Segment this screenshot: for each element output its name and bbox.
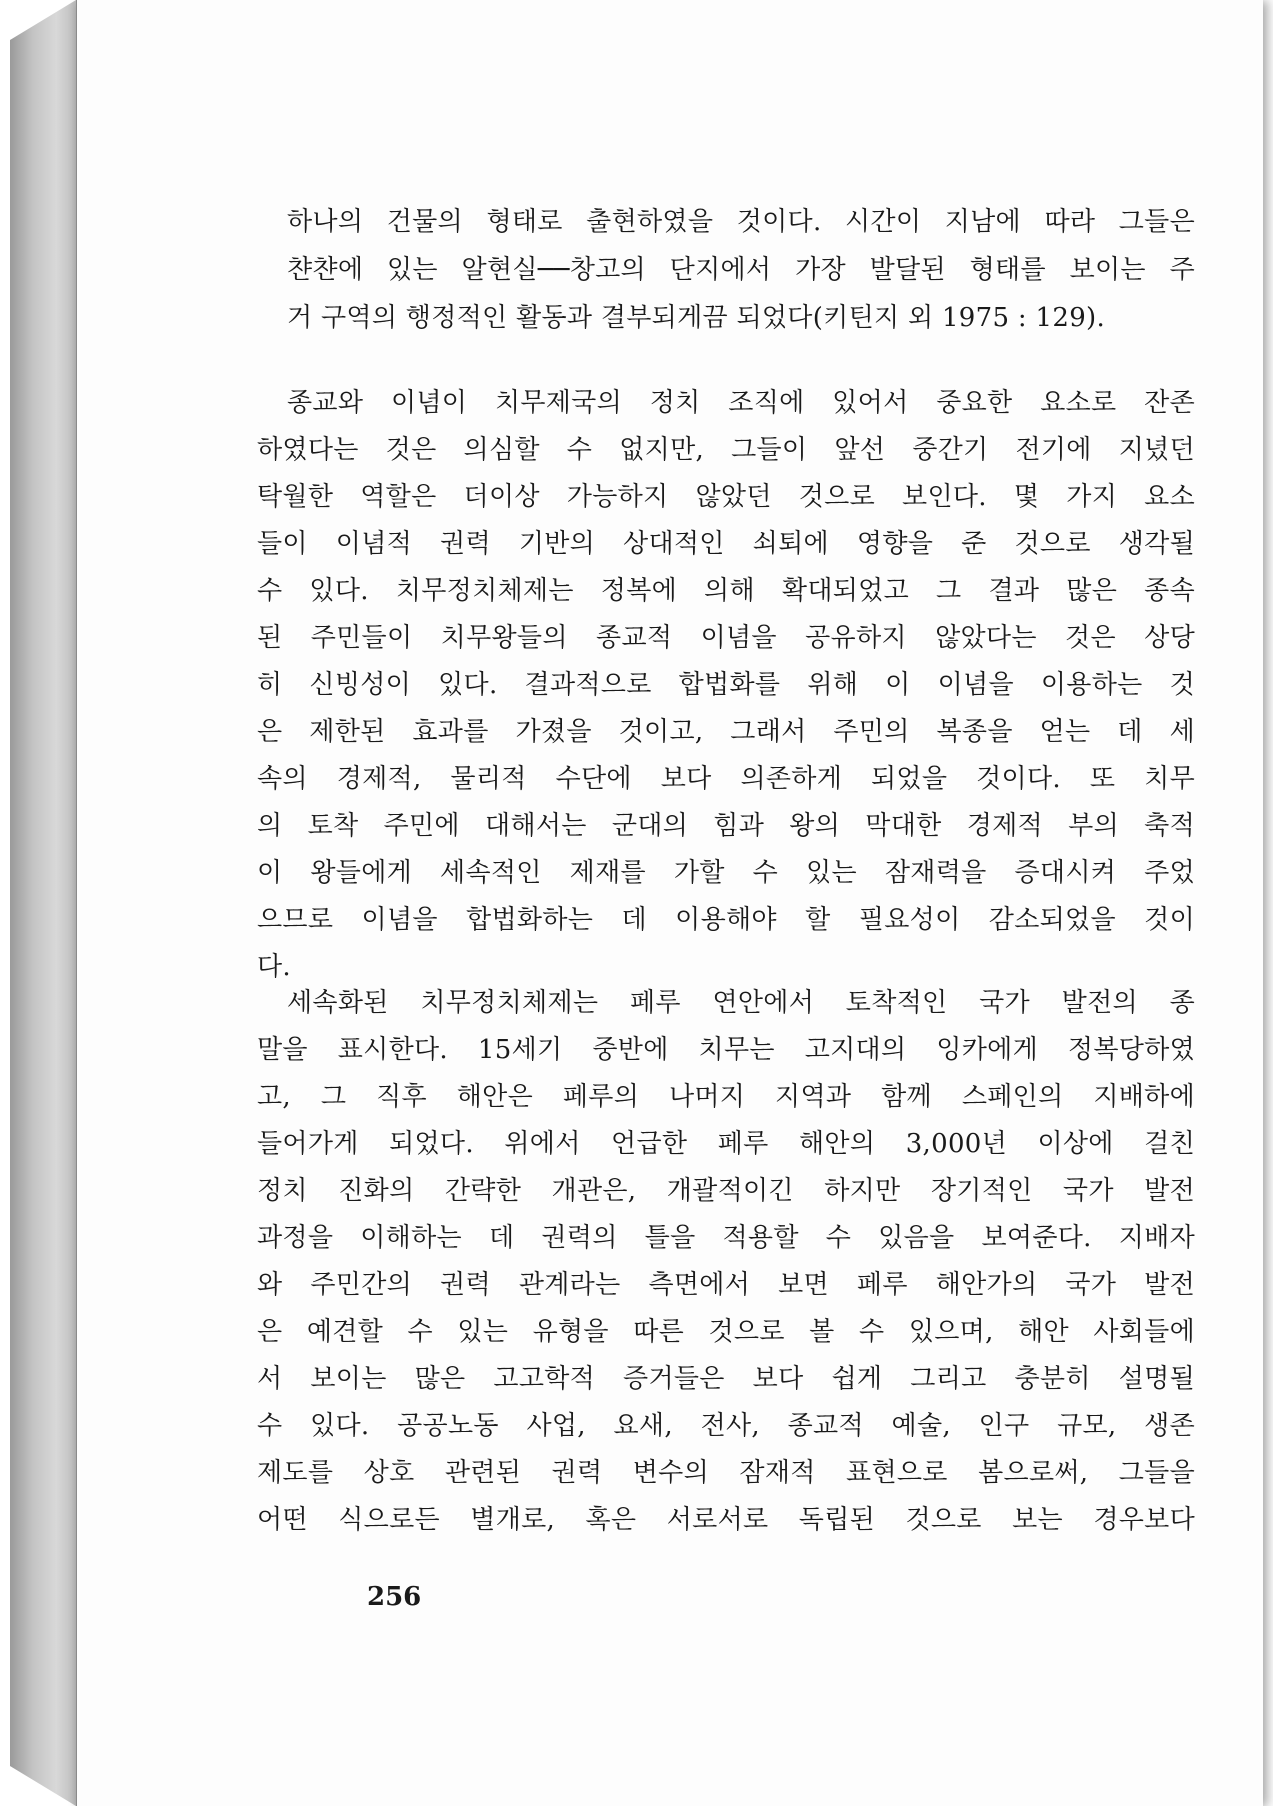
quote-line: 거 구역의 행정적인 활동과 결부되게끔 되었다(키틴지 외 1975 : 129). — [287, 303, 1106, 333]
paragraph-line: 은 예견할 수 있는 유형을 따른 것으로 볼 수 있으며, 해안 사회들에 — [257, 1317, 1195, 1347]
paragraph-line: 된 주민들이 치무왕들의 종교적 이념을 공유하지 않았다는 것은 상당 — [257, 623, 1195, 653]
paragraph-line: 말을 표시한다. 15세기 중반에 치무는 고지대의 잉카에게 정복당하였 — [257, 1035, 1195, 1065]
paragraph-line: 속의 경제적, 물리적 수단에 보다 의존하게 되었을 것이다. 또 치무 — [257, 764, 1195, 794]
paragraph-line: 이 왕들에게 세속적인 제재를 가할 수 있는 잠재력을 증대시켜 주었 — [257, 858, 1195, 888]
paragraph-line: 과정을 이해하는 데 권력의 틀을 적용할 수 있음을 보여준다. 지배자 — [257, 1223, 1195, 1253]
paragraph-line: 하였다는 것은 의심할 수 없지만, 그들이 앞선 중간기 전기에 지녔던 — [257, 435, 1195, 465]
block-quote — [287, 198, 1195, 342]
page-number: 256 — [367, 1582, 422, 1612]
paragraph-line: 정치 진화의 간략한 개관은, 개괄적이긴 하지만 장기적인 국가 발전 — [257, 1176, 1195, 1206]
paragraph-line: 수 있다. 공공노동 사업, 요새, 전사, 종교적 예술, 인구 규모, 생존 — [257, 1411, 1195, 1441]
paragraph-line: 으므로 이념을 합법화하는 데 이용해야 할 필요성이 감소되었을 것이 — [257, 905, 1195, 935]
paragraph-2 — [257, 980, 1195, 1544]
paragraph-line: 다. — [257, 952, 291, 982]
paragraph-line: 의 토착 주민에 대해서는 군대의 힘과 왕의 막대한 경제적 부의 축적 — [257, 811, 1195, 841]
paragraph-line: 제도를 상호 관련된 권력 변수의 잠재적 표현으로 봄으로써, 그들을 — [257, 1458, 1195, 1488]
paragraph-line: 은 제한된 효과를 가졌을 것이고, 그래서 주민의 복종을 얻는 데 세 — [257, 717, 1195, 747]
paragraph-line: 와 주민간의 권력 관계라는 측면에서 보면 페루 해안가의 국가 발전 — [257, 1270, 1195, 1300]
paragraph-1 — [257, 380, 1195, 991]
quote-line: 하나의 건물의 형태로 출현하였을 것이다. 시간이 지남에 따라 그들은 — [287, 207, 1195, 237]
paragraph-line: 히 신빙성이 있다. 결과적으로 합법화를 위해 이 이념을 이용하는 것 — [257, 670, 1195, 700]
paragraph-line: 종교와 이념이 치무제국의 정치 조직에 있어서 중요한 요소로 잔존 — [287, 388, 1195, 418]
paragraph-line: 서 보이는 많은 고고학적 증거들은 보다 쉽게 그리고 충분히 설명될 — [257, 1364, 1195, 1394]
paragraph-line: 수 있다. 치무정치체제는 정복에 의해 확대되었고 그 결과 많은 종속 — [257, 576, 1195, 606]
paragraph-line: 탁월한 역할은 더이상 가능하지 않았던 것으로 보인다. 몇 가지 요소 — [257, 482, 1195, 512]
paragraph-line: 세속화된 치무정치체제는 페루 연안에서 토착적인 국가 발전의 종 — [287, 988, 1195, 1018]
book-page — [76, 0, 1263, 1806]
paragraph-line: 들이 이념적 권력 기반의 상대적인 쇠퇴에 영향을 준 것으로 생각될 — [257, 529, 1195, 559]
paragraph-line: 고, 그 직후 해안은 페루의 나머지 지역과 함께 스페인의 지배하에 — [257, 1082, 1195, 1112]
paragraph-line: 들어가게 되었다. 위에서 언급한 페루 해안의 3,000년 이상에 걸친 — [257, 1129, 1195, 1159]
paragraph-line: 어떤 식으로든 별개로, 혹은 서로서로 독립된 것으로 보는 경우보다 — [257, 1505, 1195, 1535]
quote-line: 챤챤에 있는 알현실──창고의 단지에서 가장 발달된 형태를 보이는 주 — [287, 255, 1195, 285]
book-spine — [10, 0, 76, 1806]
